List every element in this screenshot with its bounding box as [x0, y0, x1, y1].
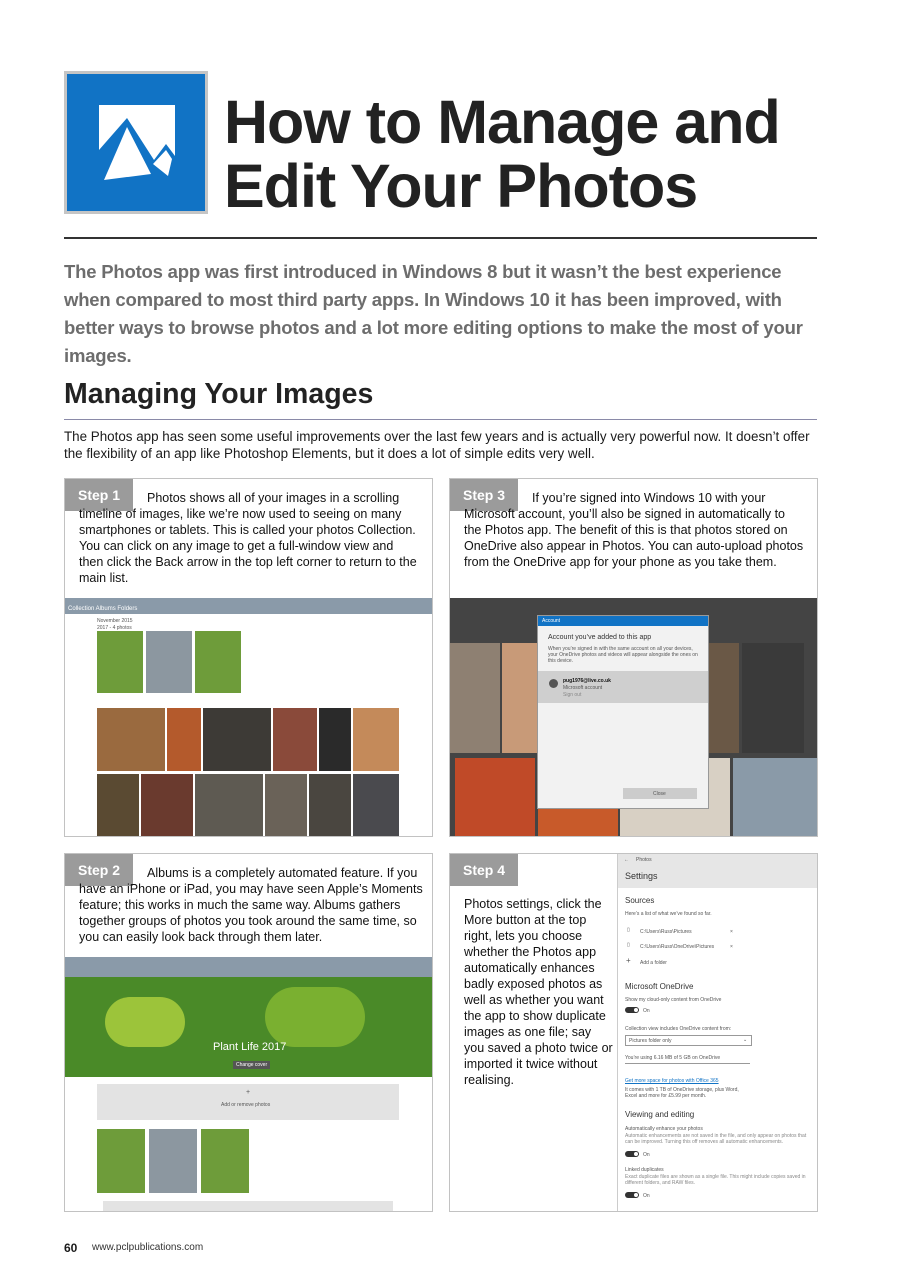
- footer-url: www.pclpublications.com: [92, 1242, 204, 1253]
- linked-label: Linked duplicates: [625, 1167, 664, 1173]
- close-label: Close: [653, 791, 666, 797]
- get-more-link[interactable]: Get more space for photos with Office 365: [625, 1078, 719, 1084]
- toggle-state: On: [643, 1008, 650, 1014]
- photo-thumb[interactable]: [97, 631, 143, 693]
- show-cloud-label: Show my cloud-only content from OneDrive: [625, 997, 722, 1003]
- enhance-desc: Automatic enhancements are not saved in the file, and only appear on photos that can be improved. Turning this off removes all automatic enhancements.: [625, 1133, 807, 1145]
- photo-thumb[interactable]: [141, 774, 193, 836]
- source-path: C:\Users\Russ\Pictures: [640, 929, 692, 935]
- step-badge: Step 3: [450, 479, 518, 511]
- account-email: pug1976@live.co.uk: [563, 678, 611, 684]
- intro-paragraph: The Photos app was first introduced in Windows 8 but it wasn’t the best experience when compared to most third party apps. In Windows 10 it has been improved, with better ways to browse photos and a lot more editing options to make the most of your images.: [64, 261, 803, 366]
- step-badge: Step 2: [65, 854, 133, 886]
- sources-heading: Sources: [625, 896, 655, 905]
- add-remove-label: Add or remove photos: [221, 1102, 271, 1108]
- photo-thumb[interactable]: [201, 1129, 249, 1193]
- linked-toggle[interactable]: [625, 1192, 639, 1198]
- page-number: 60: [64, 1241, 78, 1255]
- close-button[interactable]: [623, 788, 697, 799]
- step-1-panel: [64, 478, 433, 837]
- step-3-text: If you’re signed into Windows 10 with your Microsoft account, you’ll also be signed in automatically to the Photos app. The benefit of this is that photos stored on OneDrive also appear in Photos. You can auto-upload photos from the OneDrive app for your phone as you take them.: [464, 491, 804, 569]
- source-path: C:\Users\Russ\OneDrive\Pictures: [640, 944, 715, 950]
- plus-icon: +: [246, 1089, 251, 1096]
- step-2-text: Albums is a completely automated feature. If you have an iPhone or iPad, you may have seen Apple’s Moments feature; this works in much the same way. Albums gathers together groups of photos you took around the same time, so you can easily look back through them later.: [79, 866, 423, 944]
- photo-thumb[interactable]: [309, 774, 351, 836]
- collection-view-label: Collection view includes OneDrive content from:: [625, 1026, 732, 1032]
- avatar: [549, 679, 558, 688]
- album-row[interactable]: [103, 1201, 393, 1211]
- sign-out-link[interactable]: Sign out: [563, 692, 582, 698]
- mountain-picture-icon: [67, 74, 205, 211]
- photo-thumb[interactable]: [353, 774, 399, 836]
- usage-bar: [625, 1063, 750, 1064]
- app-name: Photos: [636, 857, 652, 863]
- collection-screenshot: [65, 598, 432, 836]
- photo-thumb[interactable]: [97, 1129, 145, 1193]
- photo-thumb[interactable]: [146, 631, 192, 693]
- cloud-toggle[interactable]: [625, 1007, 639, 1013]
- photo-thumb[interactable]: [319, 708, 351, 771]
- change-cover-button[interactable]: Change cover: [233, 1061, 270, 1069]
- viewing-heading: Viewing and editing: [625, 1110, 695, 1119]
- usage-text: You’re using 6.16 MB of 5 GB on OneDrive: [625, 1055, 721, 1061]
- folder-icon: ▯: [627, 927, 630, 933]
- section-rule: [64, 419, 817, 420]
- photo-thumb[interactable]: [97, 708, 165, 771]
- account-type: Microsoft account: [563, 685, 603, 691]
- photo-thumb[interactable]: [195, 631, 241, 693]
- step-badge: Step 4: [450, 854, 518, 886]
- photo-thumb[interactable]: [265, 774, 307, 836]
- select-value: Pictures folder only: [629, 1038, 672, 1044]
- dialog-bar-label: Account: [542, 618, 561, 624]
- collection-view-select[interactable]: [625, 1035, 752, 1046]
- settings-title: Settings: [625, 871, 658, 881]
- add-folder-link[interactable]: Add a folder: [640, 960, 667, 966]
- photo-thumb[interactable]: [195, 774, 263, 836]
- photo-thumb[interactable]: [167, 708, 201, 771]
- dialog-desc: When you’re signed in with the same account on all your devices, your OneDrive photos and videos will appear alongside the ones on this device.: [548, 646, 698, 664]
- step-badge: Step 1: [65, 479, 133, 511]
- photos-app-logo: [64, 71, 208, 214]
- step-4-panel: [449, 853, 818, 1212]
- step-4-text: Photos settings, click the More button at the top right, lets you choose whether the Photos app automatically enhances badly exposed photos as well as whether you want the app to show duplicate images as one file; say you saved a photo twice or imported it twice without realising.: [464, 897, 613, 1087]
- sources-found: Here’s a list of what we’ve found so far.: [625, 911, 712, 917]
- toggle-state: On: [643, 1152, 650, 1158]
- collection-count: 2017 - 4 photos: [97, 625, 132, 631]
- add-remove-photos-button[interactable]: [97, 1084, 399, 1120]
- chevron-down-icon: ⌄: [743, 1037, 748, 1043]
- add-icon[interactable]: +: [626, 956, 631, 965]
- remove-icon[interactable]: ×: [730, 929, 733, 935]
- step-2-panel: [64, 853, 433, 1212]
- album-screenshot: [65, 957, 432, 1211]
- title-rule: [64, 237, 817, 239]
- photo-thumb[interactable]: [273, 708, 317, 771]
- page-title: How to Manage and Edit Your Photos: [224, 88, 780, 220]
- remove-icon[interactable]: ×: [730, 944, 733, 950]
- photo-thumb[interactable]: [203, 708, 271, 771]
- linked-desc: Exact duplicate files are shown as a single file. This might include copies saved in different folders, and RAW files.: [625, 1174, 806, 1186]
- section-heading: Managing Your Images: [64, 378, 374, 410]
- photo-thumb[interactable]: [97, 774, 139, 836]
- dialog-heading: Account you’ve added to this app: [548, 634, 652, 641]
- album-title: Plant Life 2017: [213, 1041, 287, 1053]
- collection-date: November 2015: [97, 618, 133, 624]
- enhance-toggle[interactable]: [625, 1151, 639, 1157]
- folder-icon: ▯: [627, 942, 630, 948]
- step-1-text: Photos shows all of your images in a scrolling timeline of images, like we’re now used to seeing on many smartphones or tablets. This is called your photos Collection. You can click on any image to get a full-window view and then click the Back arrow in the top left corner to return to the main list.: [79, 491, 417, 585]
- step-3-panel: [449, 478, 818, 837]
- settings-screenshot: [617, 854, 818, 1211]
- office-note: It comes with 1 TB of OneDrive storage, plus Word, Excel and more for £5.99 per month.: [625, 1087, 739, 1099]
- account-dialog: [537, 615, 709, 809]
- section-body: The Photos app has seen some useful improvements over the last few years and is actually very powerful now. It doesn’t offer the flexibility of an app like Photoshop Elements, but it does a lot of simple edits very well.: [64, 429, 810, 461]
- account-screenshot: [450, 598, 817, 836]
- collection-nav: Collection Albums Folders: [68, 606, 138, 612]
- enhance-label: Automatically enhance your photos: [625, 1126, 703, 1132]
- photo-thumb[interactable]: [149, 1129, 197, 1193]
- back-arrow-icon[interactable]: ←: [624, 857, 629, 863]
- onedrive-heading: Microsoft OneDrive: [625, 982, 694, 991]
- photo-thumb[interactable]: [353, 708, 399, 771]
- toggle-state: On: [643, 1193, 650, 1199]
